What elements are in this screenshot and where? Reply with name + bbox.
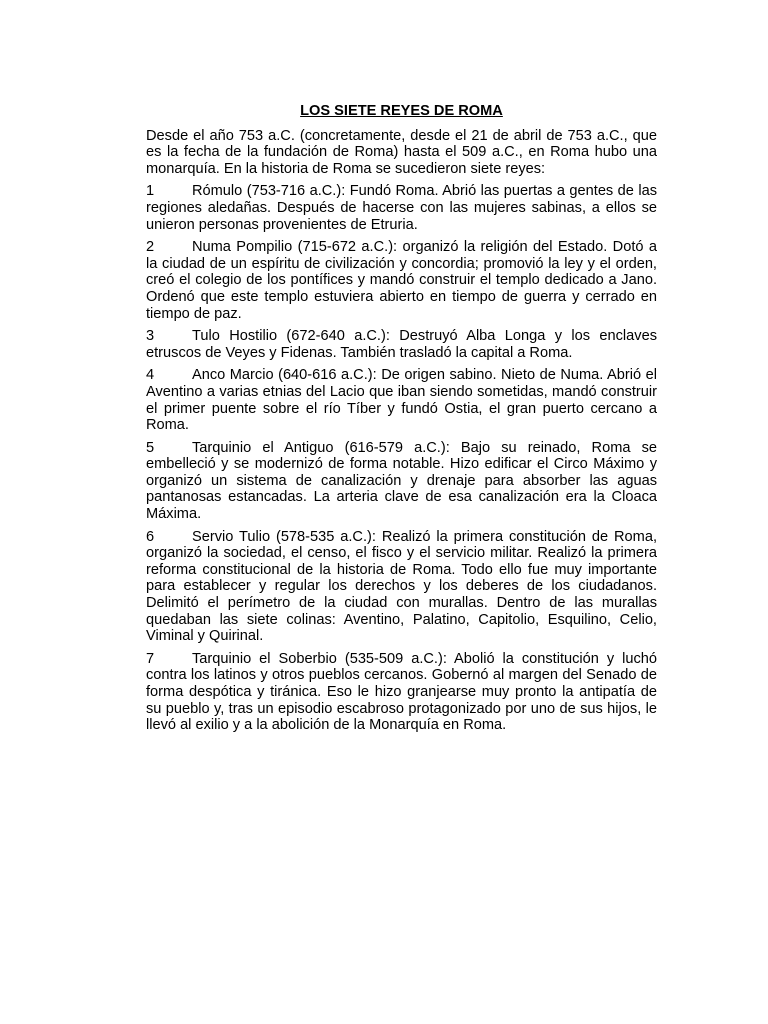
intro-paragraph: Desde el año 753 a.C. (concretamente, desde el 21 de abril de 753 a.C., que es la fecha de la fundación de Roma) hasta el 509 a.C., en Roma hubo una monarquía. En la historia de Roma se sucedieron siete reyes: [146, 127, 657, 177]
king-text: Servio Tulio (578-535 a.C.): Realizó la primera constitución de Roma, organizó la sociedad, el censo, el fisco y el servicio militar. Realizó la primera reforma constitucional de la historia de Roma. Todo ello fue muy importante para establecer y regular los derechos y los deberes de los ciudadanos. Delimitó el perímetro de la ciudad con murallas. Dentro de las murallas quedaban las siete colinas: Aventino, Palatino, Capitolio, Esquilino, Celio, Viminal y Quirinal. [146, 528, 657, 645]
king-text: Anco Marcio (640-616 a.C.): De origen sabino. Nieto de Numa. Abrió el Aventino a varias etnias del Lacio que iban siendo sometidas, mandó construir el primer puente sobre el río Tíber y fundó Ostia, el gran puerto cercano a Roma. [146, 367, 657, 434]
king-text: Tarquinio el Soberbio (535-509 a.C.): Abolió la constitución y luchó contra los latinos y otros pueblos cercanos. Gobernó al margen del Senado de forma despótica y tiránica. Eso le hizo granjearse muy pronto la antipatía de su pueblo y, tras un episodio escabroso protagonizado por uno de sus hijos, le llevó al exilio y a la abolición de la Monarquía en Roma. [146, 650, 657, 734]
king-paragraph-6 [146, 529, 657, 645]
king-paragraph-1 [146, 183, 657, 233]
king-text: Tarquinio el Antiguo (616-579 a.C.): Bajo su reinado, Roma se embelleció y se modernizó de forma notable. Hizo edificar el Circo Máximo y organizó un sistema de canalización y drenaje para absorber las aguas pantanosas estancadas. La arteria clave de esa canalización era la Cloaca Máxima. [146, 439, 657, 523]
king-text: Tulo Hostilio (672-640 a.C.): Destruyó Alba Longa y los enclaves etruscos de Veyes y Fidenas. También trasladó la capital a Roma. [146, 328, 657, 361]
king-paragraph-7 [146, 651, 657, 734]
king-paragraph-2 [146, 239, 657, 322]
king-number: 6 [146, 528, 155, 545]
king-number: 7 [146, 650, 155, 667]
king-text: Rómulo (753-716 a.C.): Fundó Roma. Abrió las puertas a gentes de las regiones aledañas. Después de hacerse con las mujeres sabinas, a ellos se unieron personas provenientes de Etruria. [146, 183, 657, 233]
document-page [146, 103, 657, 740]
king-paragraph-4 [146, 367, 657, 433]
king-number: 3 [146, 328, 155, 345]
king-number: 1 [146, 183, 155, 200]
king-number: 4 [146, 367, 155, 384]
king-text: Numa Pompilio (715-672 a.C.): organizó la religión del Estado. Dotó a la ciudad de un espíritu de civilización y concordia; promovió la ley y el orden, creó el colegio de los pontífices y mandó construir el templo dedicado a Jano. Ordenó que este templo estuviera abierto en tiempo de guerra y cerrado en tiempo de paz. [146, 239, 657, 322]
king-number: 2 [146, 239, 155, 256]
king-paragraph-3 [146, 328, 657, 361]
document-title: LOS SIETE REYES DE ROMA [300, 103, 503, 119]
king-number: 5 [146, 439, 155, 456]
king-paragraph-5 [146, 440, 657, 523]
